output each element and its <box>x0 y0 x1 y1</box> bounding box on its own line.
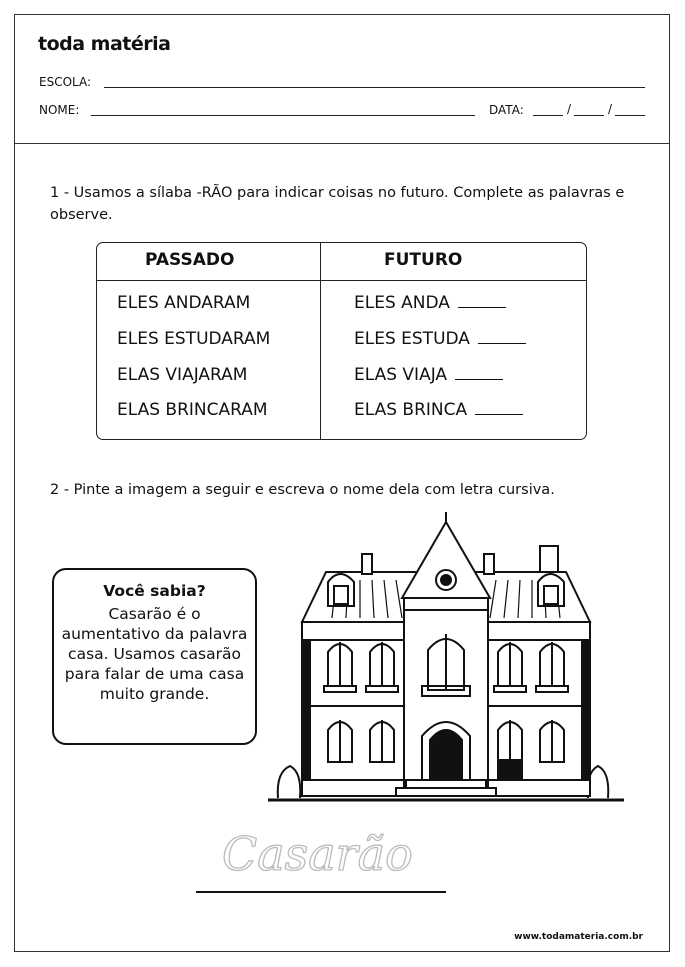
question-2-text: 2 - Pinte a imagem a seguir e escreva o nome dela com letra cursiva. <box>50 482 555 498</box>
answer-blank[interactable] <box>458 293 506 308</box>
date-separator: / <box>608 102 613 116</box>
past-cell: ELAS VIAJARAM <box>117 365 248 385</box>
footer-url: www.todamateria.com.br <box>514 932 643 942</box>
cursive-word <box>210 822 440 882</box>
future-cell: ELES ANDA <box>354 293 506 313</box>
date-year-field[interactable] <box>615 115 645 116</box>
svg-text:Casarão: Casarão <box>222 827 413 881</box>
date-day-field[interactable] <box>533 115 563 116</box>
future-cell: ELAS VIAJA <box>354 365 503 385</box>
past-cell: ELES ESTUDARAM <box>117 329 271 349</box>
past-cell: ELES ANDARAM <box>117 293 251 313</box>
past-cell: ELAS BRINCARAM <box>117 400 268 420</box>
info-title: Você sabia? <box>103 582 206 600</box>
question-1-text: 1 - Usamos a sílaba -RÃO para indicar coisas no futuro. Complete as palavras e observe. <box>50 185 625 223</box>
brand-logo: toda matéria <box>38 33 171 55</box>
answer-blank[interactable] <box>478 329 526 344</box>
date-month-field[interactable] <box>574 115 604 116</box>
table-header-divider <box>96 280 587 281</box>
date-separator: / <box>567 102 572 116</box>
future-cell: ELES ESTUDA <box>354 329 526 349</box>
writing-line[interactable] <box>196 891 446 893</box>
escola-label: ESCOLA: <box>39 75 92 89</box>
future-cell: ELAS BRINCA <box>354 400 523 420</box>
answer-blank[interactable] <box>455 365 503 380</box>
data-label: DATA: <box>489 103 524 117</box>
mansion-illustration <box>266 510 626 805</box>
header-divider <box>14 143 670 144</box>
nome-label: NOME: <box>39 103 80 117</box>
did-you-know-box <box>52 568 257 745</box>
escola-field[interactable] <box>104 87 645 88</box>
table-divider <box>320 242 321 440</box>
info-body: Casarão é o aumentativo da palavra casa. Usamos casarão para falar de uma casa muito grande. <box>61 605 248 703</box>
header-past: PASSADO <box>145 250 235 270</box>
nome-field[interactable] <box>91 115 475 116</box>
header-future: FUTURO <box>384 250 463 270</box>
answer-blank[interactable] <box>475 400 523 415</box>
